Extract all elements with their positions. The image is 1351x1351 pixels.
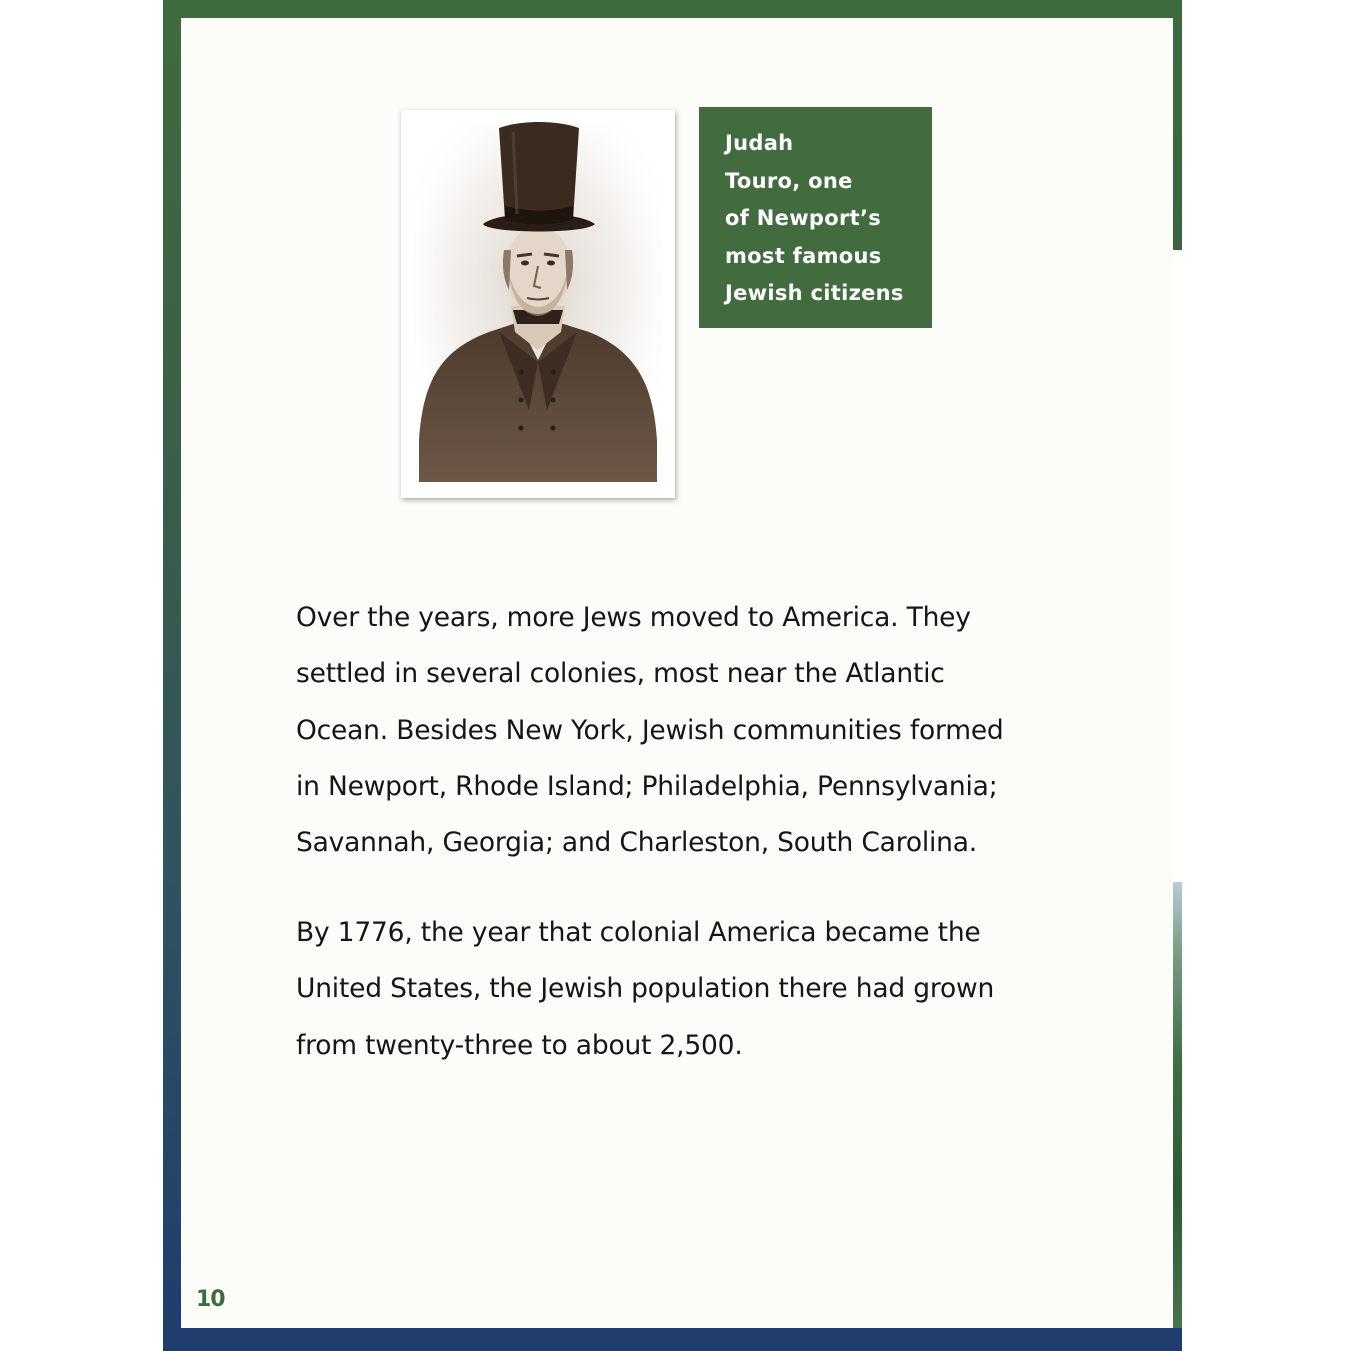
body-paragraph-1: Over the years, more Jews moved to America. They settled in several colonies, most near the Atlantic Ocean. Besides New York, Jewish communities formed in Newport, Rhode Island; Philadelphia, Pennsylvania; Savannah, Georgia; and Charleston, South Carolina. — [296, 602, 1004, 859]
page-number: 10 — [196, 1287, 225, 1312]
body-paragraph-2: By 1776, the year that colonial America became the United States, the Jewish population there had grown from twenty-three to about 2,500. — [296, 917, 995, 1061]
caption-text: Judah Touro, one of Newport’s most famous Jewish citizens — [725, 131, 904, 305]
frame-gap — [1173, 250, 1182, 882]
adjacent-page-photo-strip — [1173, 882, 1182, 1328]
portrait-image — [401, 110, 675, 498]
caption-box — [699, 107, 932, 328]
portrait-engraving-icon — [401, 110, 675, 498]
